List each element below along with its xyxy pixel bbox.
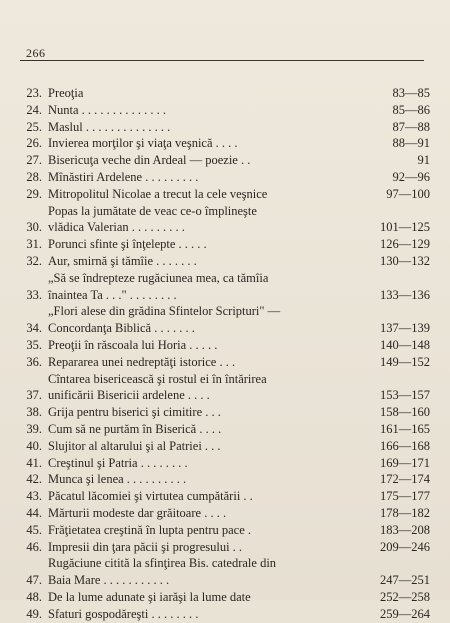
toc-entry-title: Maslul . . . . . . . . . . . . . . [48, 119, 171, 134]
toc-entry-number: 42. [26, 472, 42, 487]
toc-entry [22, 471, 430, 488]
toc-entry-title: Creştinul şi Patria . . . . . . . . [48, 455, 188, 470]
toc-entry-number: 31. [26, 237, 42, 252]
toc-entry-number: 47. [26, 573, 42, 588]
toc-entry [22, 337, 430, 354]
toc-entry [22, 371, 430, 405]
toc-entry-title: Sfaturi gospodăreşti . . . . . . . . [48, 606, 199, 621]
toc-entry [22, 85, 430, 102]
toc-entry-pages: 87—88 [392, 119, 430, 134]
toc-entry-pages: 85—86 [392, 102, 430, 117]
toc-entry-pages: 252—258 [380, 589, 430, 604]
toc-entry-number: 26. [26, 136, 42, 151]
toc-entry-number: 49. [26, 606, 42, 621]
toc-entry-title: Cum să ne purtăm în Biserică . . . . [48, 421, 222, 436]
toc-entry-title: Bisericuţa veche din Ardeal — poezie . . [48, 153, 251, 168]
toc-entry-number: 39. [26, 421, 42, 436]
toc-entry [22, 119, 430, 136]
toc-entry-title: Popas la jumătate de veac ce-o împlineşte vlădica Valerian . . . . . . . . . [48, 203, 257, 235]
toc-entry-title: Porunci sfinte şi înţelepte . . . . . [48, 237, 207, 252]
toc-entry [22, 589, 430, 606]
toc-entry-number: 35. [26, 337, 42, 352]
toc-entry-title: Preoţia [48, 86, 84, 100]
toc-entry-title: Cîntarea bisericească şi rostul ei în întărirea unificării Bisericii ardelene . . . . [48, 371, 267, 403]
toc-entry-pages: 158—160 [380, 405, 430, 420]
toc-entry-pages: 88—91 [392, 136, 430, 151]
toc-entry-title: Preoţii în răscoala lui Horia . . . . . [48, 337, 218, 352]
toc-entry-pages: 172—174 [380, 472, 430, 487]
toc-entry-number: 43. [26, 489, 42, 504]
toc-entry-number: 29. [26, 186, 42, 201]
toc-entry-title: Mitropolitul Nicolae a trecut la cele veşnice [48, 186, 268, 201]
toc-entry-number: 27. [26, 153, 42, 168]
toc-entry-title: Aur, smirnă şi tămîie . . . . . . . [48, 253, 197, 268]
toc-entry-number: 23. [26, 86, 42, 100]
toc-entry-number: 46. [26, 539, 42, 554]
toc-entry [22, 455, 430, 472]
toc-entry-title: „Să se îndrepteze rugăciunea mea, ca tămîia înaintea Ta . . ." . . . . . . . . [48, 270, 269, 302]
toc-entry-number: 40. [26, 438, 42, 453]
toc-entry-pages: 153—157 [380, 388, 430, 403]
toc-entry [22, 186, 430, 203]
toc-entry-number: 28. [26, 169, 42, 184]
toc-entry-number: 34. [26, 321, 42, 336]
toc-entry-pages: 137—139 [380, 321, 430, 336]
toc-entry-pages: 178—182 [380, 505, 430, 520]
toc-entry-pages: 133—136 [380, 287, 430, 302]
toc-entry-title: Nunta . . . . . . . . . . . . . . [48, 102, 167, 117]
toc-entry [22, 404, 430, 421]
toc-entry [22, 135, 430, 152]
toc-entry-title: Frăţietatea creştină în lupta pentru pace . [48, 522, 252, 537]
toc-entry-pages: 140—148 [380, 337, 430, 352]
toc-entry [22, 102, 430, 119]
toc-entry [22, 488, 430, 505]
toc-entry [22, 354, 430, 371]
toc-entry [22, 505, 430, 522]
toc-entry-number: 36. [26, 354, 42, 369]
toc-entry-number: 48. [26, 589, 42, 604]
toc-entry-number: 44. [26, 505, 42, 520]
toc-entry-pages: 130—132 [380, 253, 430, 268]
toc-entry [22, 539, 430, 556]
toc-entry-pages: 149—152 [380, 354, 430, 369]
toc-entry-title: Păcatul lăcomiei şi virtutea cumpătării . . [48, 489, 253, 504]
table-of-contents [22, 85, 430, 623]
toc-entry-number: 30. [26, 220, 42, 235]
toc-entry [22, 555, 430, 589]
toc-entry-pages: 91 [417, 153, 430, 168]
toc-entry-number: 32. [26, 253, 42, 268]
toc-entry-pages: 101—125 [380, 220, 430, 235]
toc-entry-title: Slujitor al altarului şi al Patriei . . . [48, 438, 221, 453]
toc-entry-title: Mînăstiri Ardelene . . . . . . . . . [48, 169, 199, 184]
toc-entry [22, 522, 430, 539]
toc-entry-pages: 83—85 [392, 86, 430, 100]
toc-entry [22, 152, 430, 169]
toc-entry-title: De la lume adunate şi iarăşi la lume date [48, 589, 251, 604]
toc-entry-title: Mărturii modeste dar grăitoare . . . . [48, 505, 227, 520]
page-number: 266 [26, 46, 46, 60]
toc-entry-title: Rugăciune citită la sfinţirea Bis. catedrale din Baia Mare . . . . . . . . . . . [48, 556, 277, 588]
toc-entry-title: Impresii din ţara păcii şi progresului . . [48, 539, 243, 554]
toc-entry [22, 236, 430, 253]
toc-entry-title: Grija pentru biserici şi cimitire . . . [48, 405, 221, 420]
toc-entry [22, 203, 430, 237]
toc-entry [22, 438, 430, 455]
toc-entry-title: Repararea unei nedreptăţi istorice . . . [48, 354, 236, 369]
toc-entry-pages: 183—208 [380, 522, 430, 537]
toc-entry-number: 41. [26, 455, 42, 470]
toc-entry-number: 33. [26, 287, 42, 302]
toc-entry [22, 303, 430, 337]
toc-entry-pages: 92—96 [392, 169, 430, 184]
header-rule [20, 60, 424, 61]
toc-entry-title: Invierea morţilor şi viaţa veşnică . . . . [48, 136, 238, 151]
toc-entry-pages: 169—171 [380, 455, 430, 470]
toc-entry-pages: 166—168 [380, 438, 430, 453]
toc-entry-pages: 247—251 [380, 573, 430, 588]
toc-entry [22, 270, 430, 304]
toc-entry-title: „Flori alese din grădina Sfintelor Scripturi" — Concordanţa Biblică . . . . . . . [48, 304, 281, 336]
toc-entry-number: 24. [26, 102, 42, 117]
toc-entry [22, 253, 430, 270]
toc-entry [22, 169, 430, 186]
toc-entry [22, 421, 430, 438]
toc-entry-pages: 161—165 [380, 421, 430, 436]
toc-entry [22, 606, 430, 623]
toc-entry-number: 38. [26, 405, 42, 420]
toc-entry-pages: 209—246 [380, 539, 430, 554]
toc-entry-number: 45. [26, 522, 42, 537]
toc-entry-number: 25. [26, 119, 42, 134]
toc-entry-pages: 126—129 [380, 237, 430, 252]
toc-entry-pages: 259—264 [380, 606, 430, 621]
toc-entry-title: Munca şi lenea . . . . . . . . . . [48, 472, 187, 487]
toc-entry-pages: 97—100 [386, 186, 430, 201]
toc-entry-number: 37. [26, 388, 42, 403]
toc-entry-pages: 175—177 [380, 489, 430, 504]
